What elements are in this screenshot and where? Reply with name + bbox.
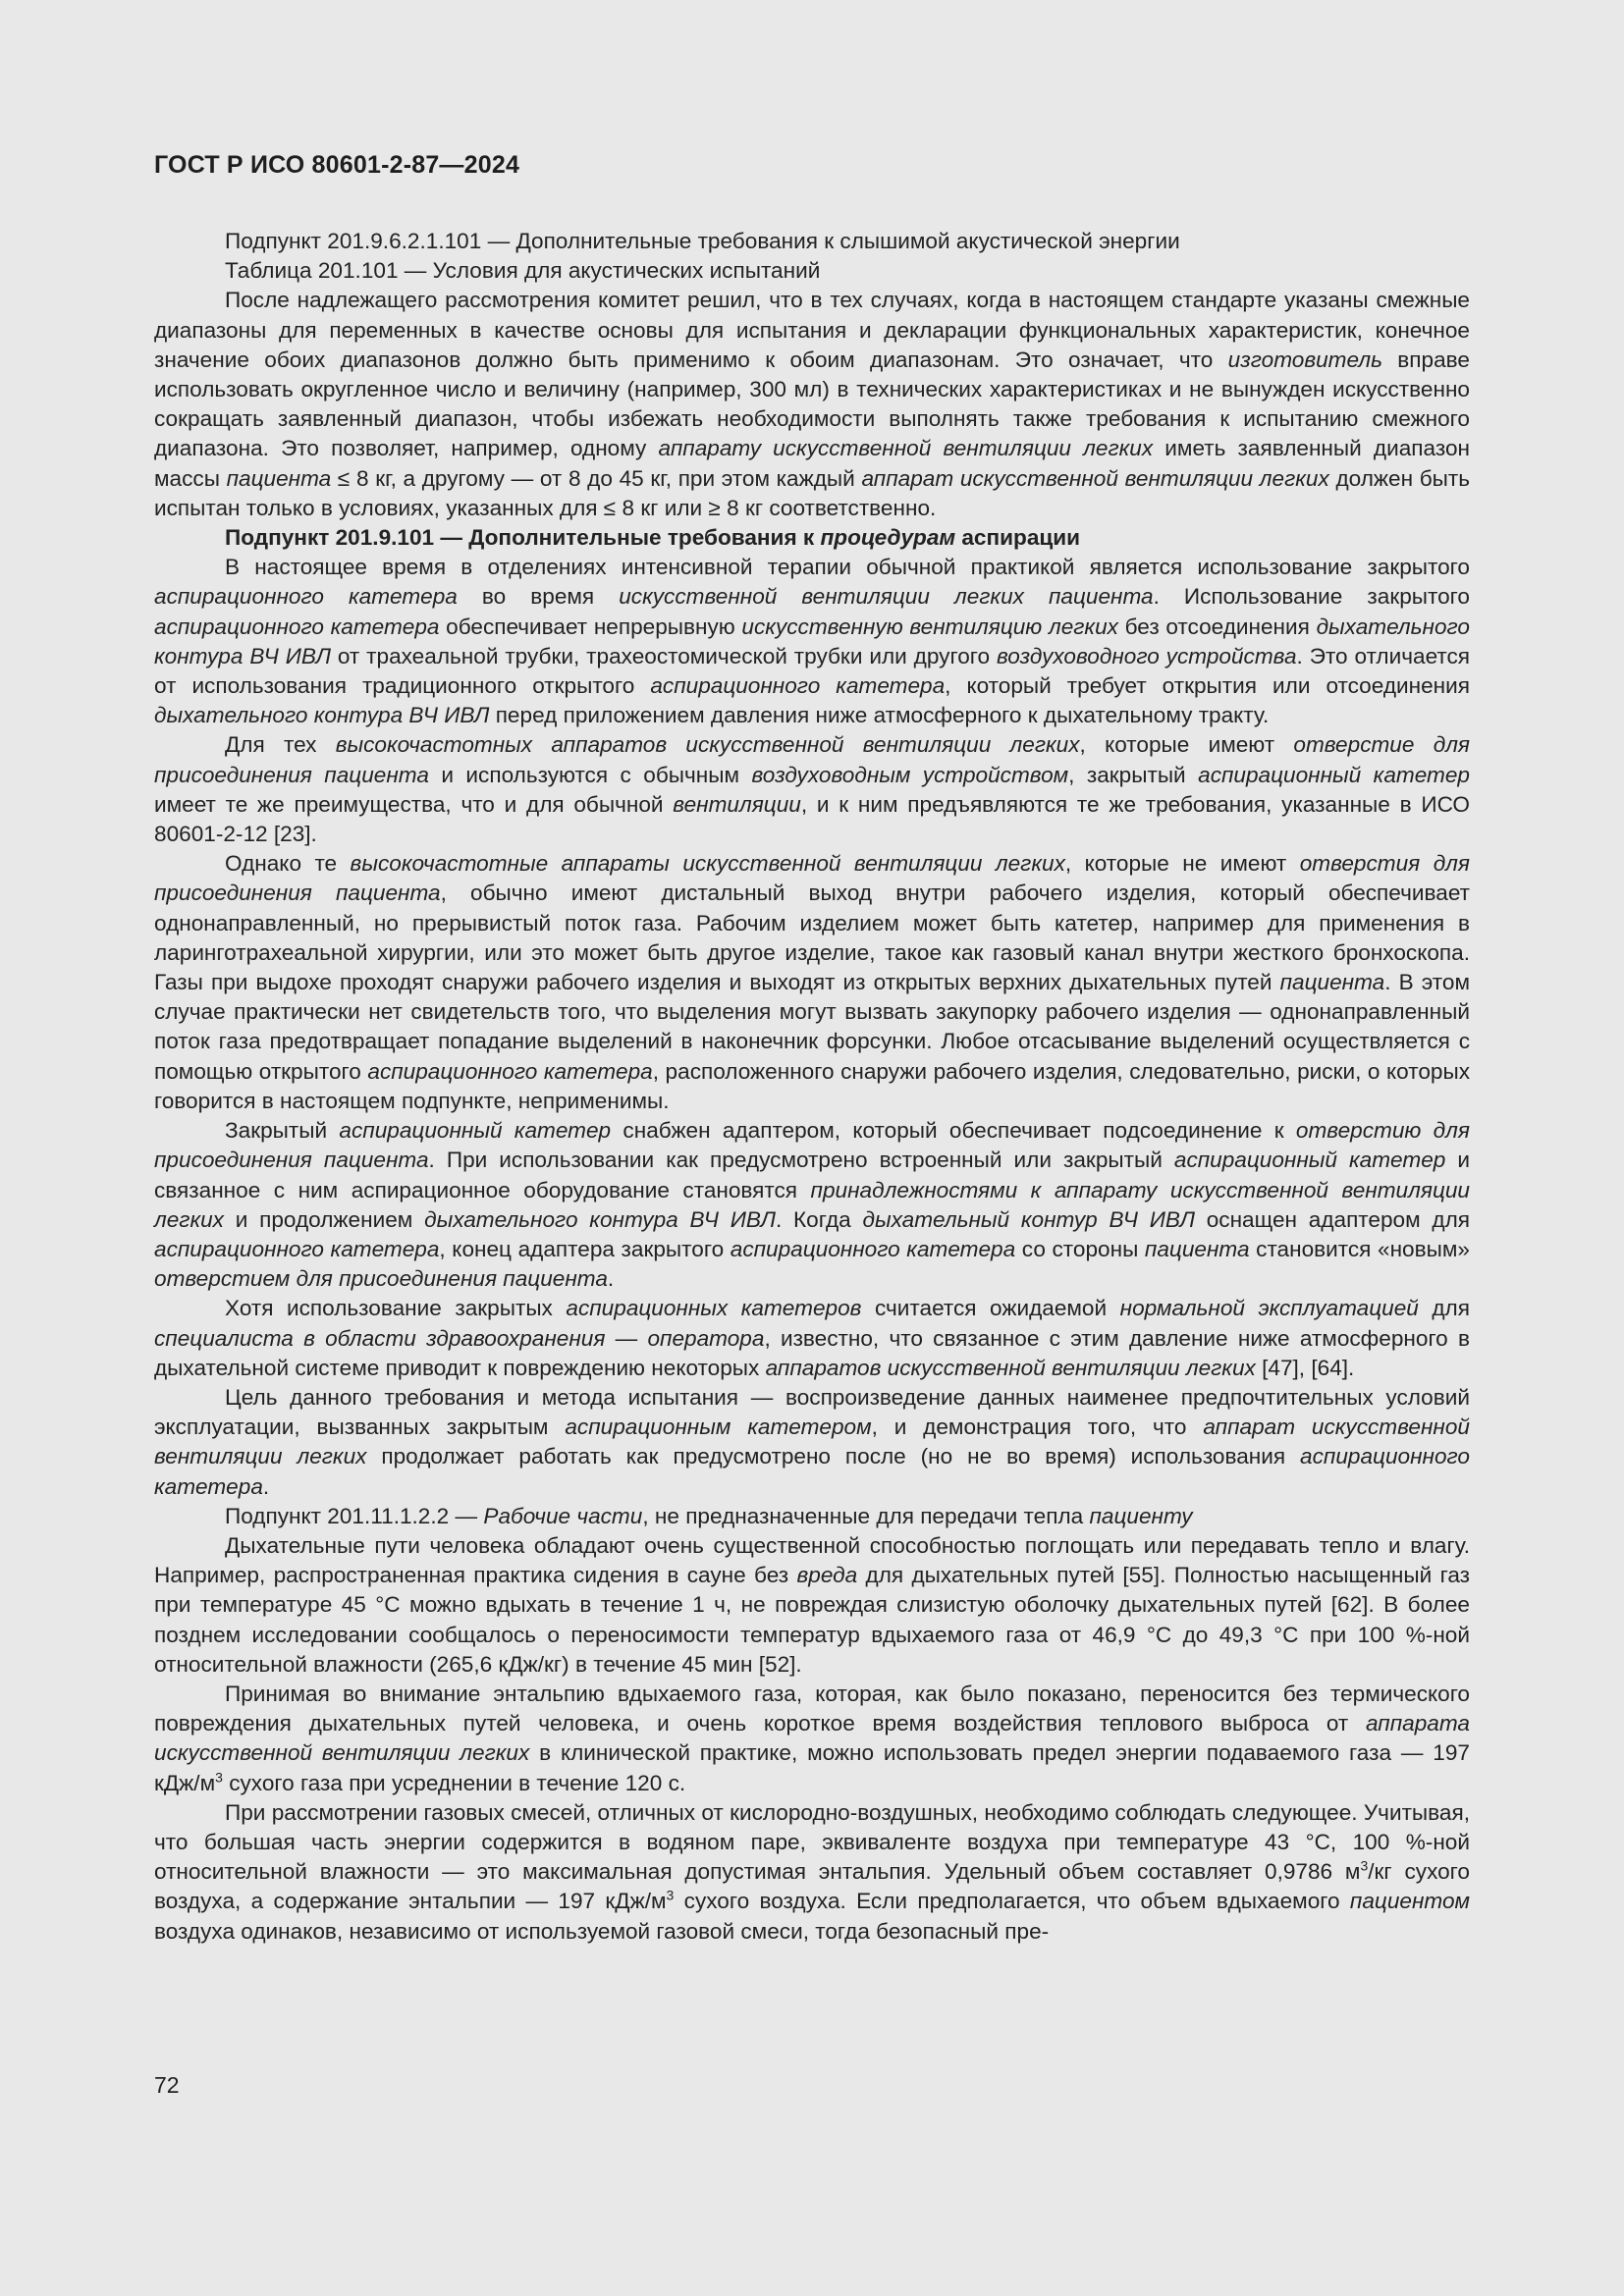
paragraph-closed-suction-practice — [154, 553, 1470, 730]
paragraph-table-201-101 — [154, 256, 1470, 286]
text-run: аспирационного катетера — [367, 1058, 653, 1084]
text-run: дыхательный контур ВЧ ИВЛ — [862, 1206, 1195, 1232]
text-run: иметь заявленный диапазон массы — [154, 436, 1470, 491]
text-run: вентиляции — [673, 791, 801, 817]
text-run: для дыхательных путей [55]. Полностью насыщенный газ при температуре 45 °С можно вдыхать в течение 1 ч, не повреждая слизистую оболочку дыхательных путей [62]. В более позднем исследовании сообщалось о переносимости температур вдыхаемого газа от 46,9 °С до 49,3 °С при 100 %-ной относительной влажности (265,6 кДж/кг) в течение 45 мин [52]. — [154, 1563, 1470, 1677]
text-run: имеет те же преимущества, что и для обычной — [154, 791, 674, 817]
text-run: Хотя использование закрытых — [225, 1296, 567, 1321]
text-run: , обычно имеют дистальный выход внутри рабочего изделия, который обеспечивает однонаправленный, но прерывистый поток газа. Рабочим изделием может быть катетер, например для применения в ларинготрахеальной хирургии, или это может быть другое изделие, такое как газовый канал внутри жесткого бронхоскопа. Газы при выдохе проходят снаружи рабочего изделия и выходят из открытых верхних дыхательных путей — [154, 881, 1470, 995]
text-run: пациенту — [1089, 1503, 1193, 1528]
text-run: Таблица 201.101 — Условия для акустических испытаний — [225, 258, 821, 284]
text-run: сухого газа при усреднении в течение 120 с. — [222, 1770, 686, 1795]
text-run: аспирационный катетер — [339, 1118, 612, 1144]
text-run: отверстию для присоединения пациента — [154, 1118, 1470, 1173]
text-run: со стороны — [1015, 1236, 1145, 1261]
paragraph-enthalpy-limit — [154, 1680, 1470, 1798]
text-run: дыхательного контура ВЧ ИВЛ — [424, 1206, 776, 1232]
paragraph-adjacent-ranges — [154, 286, 1470, 523]
heading-subclause-201-9-101 — [154, 523, 1470, 553]
body-text — [154, 227, 1470, 1947]
paragraph-airway-heat-capacity — [154, 1531, 1470, 1680]
text-run: аспирационный катетер — [1198, 762, 1470, 787]
text-run: 3 — [215, 1769, 223, 1786]
text-run: Принимая во внимание энтальпию вдыхаемого газа, которая, как было показано, переносится без термического повреждения дыхательных путей человека, и очень короткое время воздействия теплового выброса от — [154, 1681, 1470, 1736]
text-run: , и демонстрация того, что — [871, 1415, 1204, 1440]
paragraph-subclause-201-9-6-2-1-101 — [154, 227, 1470, 256]
text-run: воздуховодного устройства — [996, 643, 1297, 668]
text-run: аспирационного катетера — [154, 614, 440, 639]
standard-designation-header: ГОСТ Р ИСО 80601-2-87—2024 — [154, 151, 520, 179]
text-run: Подпункт 201.11.1.2.2 — — [225, 1503, 484, 1528]
text-run: высокочастотные аппараты искусственной вентиляции легких — [350, 851, 1065, 877]
text-run: и используются с обычным — [428, 762, 752, 787]
text-run: , расположенного снаружи рабочего изделия, следовательно, риски, о которых говорится в настоящем подпункте, неприменимы. — [154, 1058, 1470, 1113]
text-run: пациента — [1144, 1236, 1250, 1261]
text-run: перед приложением давления ниже атмосферного к дыхательному тракту. — [489, 703, 1270, 728]
text-run: аппарату искусственной вентиляции легких — [658, 436, 1154, 461]
text-run: воздуха одинаков, независимо от используемой газовой смеси, тогда безопасный пре- — [154, 1918, 1050, 1944]
paragraph-hf-ventilators-with-port — [154, 730, 1470, 849]
text-run: вреда — [796, 1563, 858, 1588]
text-run: аспирационный катетер — [1173, 1148, 1446, 1173]
text-run: без отсоединения — [1117, 614, 1317, 639]
text-run: отверстие для присоединения пациента — [154, 732, 1470, 787]
text-run: аспирационного катетера — [730, 1236, 1016, 1261]
text-run: процедурам — [820, 525, 956, 551]
text-run: для — [1418, 1296, 1470, 1321]
text-run: Для тех — [225, 732, 336, 758]
text-run: пациента — [226, 465, 332, 491]
text-run: Закрытый — [225, 1118, 340, 1144]
text-run: дыхательного контура ВЧ ИВЛ — [154, 703, 490, 728]
text-run: аппарат искусственной вентиляции легких — [861, 465, 1329, 491]
text-run: обеспечивает непрерывную — [439, 614, 742, 639]
text-run: аспирационного катетера — [154, 584, 458, 610]
text-run: аппаратов искусственной вентиляции легких — [765, 1355, 1256, 1380]
text-run: аспирации — [955, 525, 1081, 551]
text-run: 3 — [1360, 1857, 1369, 1874]
text-run: Однако те — [225, 851, 351, 877]
text-run: . При использовании как предусмотрено встроенный или закрытый — [428, 1148, 1174, 1173]
text-run: становится «новым» — [1249, 1236, 1470, 1261]
text-run: снабжен адаптером, который обеспечивает подсоединение к — [611, 1118, 1296, 1144]
paragraph-closed-catheter-adapter — [154, 1116, 1470, 1294]
text-run: дыхательного контура ВЧ ИВЛ — [154, 614, 1470, 668]
paragraph-test-purpose — [154, 1383, 1470, 1502]
text-run: и связанное с ним аспирационное оборудование становятся — [154, 1148, 1470, 1202]
text-run: принадлежностями к аппарату искусственной вентиляции легких — [154, 1177, 1470, 1232]
text-run: , известно, что связанное с этим давление ниже атмосферного в дыхательной системе приводит к повреждению некоторых — [154, 1325, 1470, 1380]
text-run: оснащен адаптером для — [1194, 1206, 1470, 1232]
text-run: . Это отличается от использования традиционного открытого — [154, 643, 1471, 699]
text-run: аспирационных катетеров — [566, 1296, 862, 1321]
text-run: Дыхательные пути человека обладают очень существенной способностью поглощать или передавать тепло и влагу. Например, распространенная практика сидения в сауне без — [154, 1532, 1470, 1588]
text-run: . Когда — [775, 1206, 863, 1232]
text-run: пациентом — [1349, 1889, 1471, 1914]
text-run: высокочастотных аппаратов искусственной вентиляции легких — [335, 732, 1080, 758]
text-run: Цель данного требования и метода испытания — воспроизведение данных наименее предпочтительных условий эксплуатации, вызванных закрытым — [154, 1384, 1470, 1440]
text-run: во время — [457, 584, 620, 610]
text-run: отверстия для присоединения пациента — [154, 851, 1470, 906]
text-run: [47], [64]. — [1255, 1355, 1355, 1380]
text-run: , и к ним предъявляются те же требования, указанные в ИСО 80601-2-12 [23]. — [154, 791, 1470, 847]
text-run: аспирационного катетера — [650, 673, 946, 699]
text-run: . — [607, 1266, 615, 1292]
text-run: в клинической практике, можно использовать предел энергии подаваемого газа — 197 кДж/м — [154, 1740, 1470, 1795]
text-run: аспирационным катетером — [565, 1415, 872, 1440]
text-run: В настоящее время в отделениях интенсивной терапии обычной практикой является использование закрытого — [225, 555, 1470, 580]
text-run: искусственной вентиляции легких пациента — [619, 584, 1154, 610]
text-run: продолжает работать как предусмотрено после (но не во время) использования — [366, 1444, 1301, 1469]
text-run: аппарата искусственной вентиляции легких — [154, 1711, 1470, 1766]
text-run: должен быть испытан только в условиях, указанных для ≤ 8 кг или ≥ 8 кг соответственно. — [154, 465, 1471, 520]
text-run: аспирационного катетера — [154, 1236, 440, 1261]
text-run: , конец адаптера закрытого — [439, 1236, 731, 1261]
text-run: Рабочие части — [483, 1503, 643, 1528]
paragraph-hf-ventilators-without-port — [154, 849, 1470, 1116]
text-run: вправе использовать округленное число и величину (например, 300 мл) в технических характеристиках и не вынужден искусственно сокращать заявленный диапазон, чтобы избежать необходимости выполнять также требования к испытанию смежного диапазона. Это позволяет, например, одному — [154, 347, 1470, 461]
text-run: сухого воздуха. Если предполагается, что объем вдыхаемого — [674, 1889, 1350, 1914]
text-run: /кг сухого воздуха, а содержание энтальпии — 197 кДж/м — [154, 1859, 1470, 1914]
text-run: аппарат искусственной вентиляции легких — [154, 1415, 1470, 1469]
text-run: нормальной эксплуатацией — [1119, 1296, 1419, 1321]
text-run: После надлежащего рассмотрения комитет решил, что в тех случаях, когда в настоящем стандарте указаны смежные диапазоны для переменных в качестве основы для испытания и декларации функциональных характеристик, конечное значение обоих диапазонов должно быть применимо к обоим диапазонам. Это означает, что — [154, 288, 1470, 372]
text-run: , не предназначенные для передачи тепла — [642, 1503, 1090, 1528]
text-run: специалиста в области здравоохранения — оператора — [154, 1325, 765, 1351]
text-run: Подпункт 201.9.101 — Дополнительные требования к — [225, 525, 821, 551]
text-run: и продолжением — [223, 1206, 425, 1232]
text-run: . Использование закрытого — [1153, 584, 1470, 610]
paragraph-gas-mixtures — [154, 1798, 1470, 1947]
text-run: . — [262, 1473, 270, 1499]
text-run: искусственную вентиляцию легких — [741, 614, 1118, 639]
paragraph-subclause-201-11-1-2-2 — [154, 1502, 1470, 1531]
text-run: При рассмотрении газовых смесей, отличных от кислородно-воздушных, необходимо соблюдать следующее. Учитывая, что большая часть энергии содержится в водяном паре, эквиваленте воздуха при температуре 43 °С, 100 %-ной относительной влажности — это максимальная допустимая энтальпия. Удельный объем составляет 0,9786 м — [154, 1799, 1470, 1885]
text-run: , которые имеют — [1079, 732, 1294, 758]
text-run: Подпункт 201.9.6.2.1.101 — Дополнительные требования к слышимой акустической энергии — [225, 229, 1180, 253]
text-run: ≤ 8 кг, а другому — от 8 до 45 кг, при этом каждый — [331, 465, 862, 491]
text-run: пациента — [1279, 970, 1385, 995]
text-run: отверстием для присоединения пациента — [154, 1266, 608, 1292]
text-run: , закрытый — [1068, 762, 1199, 787]
paragraph-normal-use-damage — [154, 1294, 1470, 1383]
text-run: 3 — [666, 1887, 675, 1903]
text-run: . В этом случае практически нет свидетельств того, что выделения могут вызвать закупорку рабочего изделия — однонаправленный поток газа предотвращает попадание выделений в наконечник форсунки. Любое отсасывание выделений осуществляется с помощью открытого — [154, 970, 1470, 1084]
text-run: от трахеальной трубки, трахеостомической трубки или другого — [330, 643, 997, 668]
text-run: считается ожидаемой — [861, 1296, 1120, 1321]
page-number: 72 — [154, 2072, 180, 2098]
text-run: , который требует открытия или отсоединения — [945, 673, 1470, 699]
text-run: , которые не имеют — [1064, 851, 1300, 877]
text-run: изготовитель — [1227, 347, 1382, 372]
text-run: аспирационного катетера — [154, 1444, 1470, 1499]
text-run: воздуховодным устройством — [751, 762, 1069, 787]
